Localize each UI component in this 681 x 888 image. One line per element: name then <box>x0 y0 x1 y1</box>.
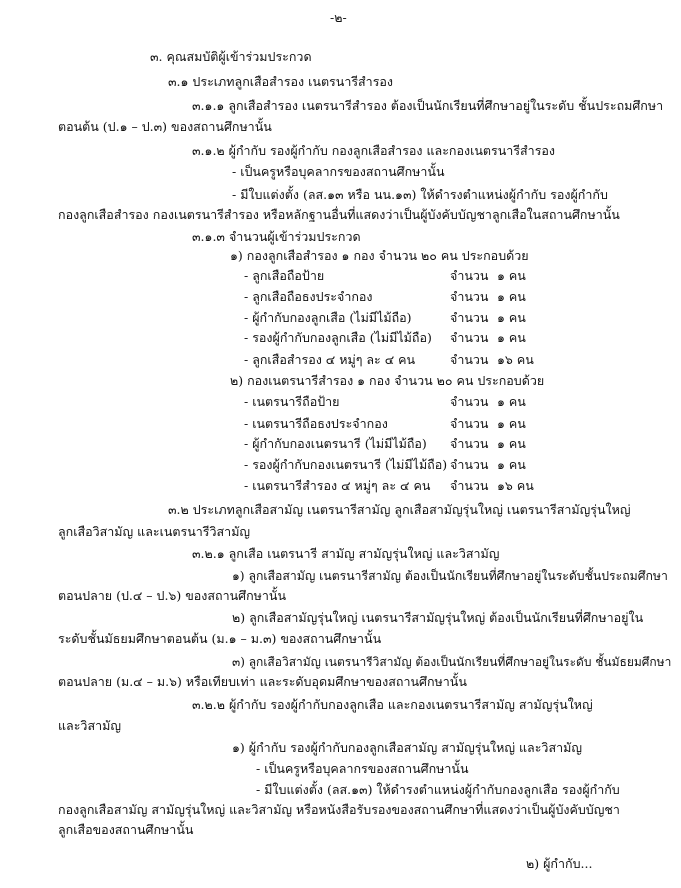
list-heading: ๑) กองลูกเสือสำรอง ๑ กอง จำนวน ๒๐ คน ประกอบด้วย <box>230 248 529 263</box>
list-item: - รองผู้กำกับกองลูกเสือ (ไม่มีไม้ถือ) <box>244 330 432 345</box>
bullet-line: - เป็นครูหรือบุคลากรของสถานศึกษานั้น <box>232 164 445 179</box>
list-item: - ลูกเสือสำรอง ๔ หมู่ๆ ละ ๔ คน <box>244 352 416 367</box>
list-item: - เนตรนารีถือป้าย <box>244 394 340 409</box>
section-heading: ๓. คุณสมบัติผู้เข้าร่วมประกวด <box>150 49 312 64</box>
paragraph-line: ๓.๒.๑ ลูกเสือ เนตรนารี สามัญ สามัญรุ่นใหญ่ และวิสามัญ <box>192 546 500 561</box>
amount-label: จำนวน <box>450 268 489 283</box>
bullet-line: - มีใบแต่งตั้ง (ลส.๑๓) ให้ดำรงตำแหน่งผู้กำกับกองลูกเสือ รองผู้กำกับ <box>256 782 620 797</box>
amount-value: ๑ คน <box>497 310 526 325</box>
paragraph-line: ลูกเสือของสถานศึกษานั้น <box>58 822 194 837</box>
amount-label: จำนวน <box>450 310 489 325</box>
paragraph-line: ระดับชั้นมัธยมศึกษาตอนต้น (ม.๑ – ม.๓) ของสถานศึกษานั้น <box>58 631 382 646</box>
list-item: - รองผู้กำกับกองเนตรนารี (ไม่มีไม้ถือ) <box>244 457 448 472</box>
paragraph-line: ๑) ลูกเสือสามัญ เนตรนารีสามัญ ต้องเป็นนักเรียนที่ศึกษาอยู่ในระดับชั้นประถมศึกษา <box>232 569 668 583</box>
page-number: -๒- <box>330 10 347 25</box>
paragraph-line: ๓.๑.๓ จำนวนผู้เข้าร่วมประกวด <box>192 229 361 244</box>
list-heading: ๒) กองเนตรนารีสำรอง ๑ กอง จำนวน ๒๐ คน ประกอบด้วย <box>230 373 545 388</box>
paragraph-line: ๓.๑.๒ ผู้กำกับ รองผู้กำกับ กองลูกเสือสำรอง และกองเนตรนารีสำรอง <box>192 143 556 158</box>
paragraph-line: ๓) ลูกเสือวิสามัญ เนตรนารีวิสามัญ ต้องเป็นนักเรียนที่ศึกษาอยู่ในระดับ ชั้นมัธยมศึกษา <box>232 655 672 669</box>
amount-value: ๑ คน <box>497 268 526 283</box>
continuation-text: ๒) ผู้กำกับ... <box>526 856 593 871</box>
paragraph-line: ๓.๒.๒ ผู้กำกับ รองผู้กำกับกองลูกเสือ และกองเนตรนารีสามัญ สามัญรุ่นใหญ่ <box>192 697 593 712</box>
paragraph-line: ลูกเสือวิสามัญ และเนตรนารีวิสามัญ <box>58 524 251 539</box>
list-item: - ลูกเสือถือป้าย <box>244 268 325 283</box>
amount-value: ๑ คน <box>497 416 526 431</box>
amount-value: ๑ คน <box>497 457 526 472</box>
amount-label: จำนวน <box>450 289 489 304</box>
paragraph-line: ๓.๑.๑ ลูกเสือสำรอง เนตรนารีสำรอง ต้องเป็นนักเรียนที่ศึกษาอยู่ในระดับ ชั้นประถมศึกษา <box>192 98 664 113</box>
amount-value: ๑๖ คน <box>497 352 534 367</box>
bullet-line: - มีใบแต่งตั้ง (ลส.๑๓ หรือ นน.๑๓) ให้ดำรงตำแหน่งผู้กำกับ รองผู้กำกับ <box>232 187 608 202</box>
list-item: - ลูกเสือถือธงประจำกอง <box>244 289 373 304</box>
amount-value: ๑ คน <box>497 330 526 345</box>
subsection-heading: ๓.๒ ประเภทลูกเสือสามัญ เนตรนารีสามัญ ลูกเสือสามัญรุ่นใหญ่ เนตรนารีสามัญรุ่นใหญ่ <box>168 502 631 517</box>
paragraph-line: ๑) ผู้กำกับ รองผู้กำกับกองลูกเสือสามัญ สามัญรุ่นใหญ่ และวิสามัญ <box>232 740 582 755</box>
subsection-heading: ๓.๑ ประเภทลูกเสือสำรอง เนตรนารีสำรอง <box>168 74 394 89</box>
amount-value: ๑ คน <box>497 394 526 409</box>
amount-value: ๑ คน <box>497 289 526 304</box>
paragraph-line: ๒) ลูกเสือสามัญรุ่นใหญ่ เนตรนารีสามัญรุ่นใหญ่ ต้องเป็นนักเรียนที่ศึกษาอยู่ใน <box>232 610 644 625</box>
list-item: - เนตรนารีสำรอง ๔ หมู่ๆ ละ ๔ คน <box>244 478 431 493</box>
amount-label: จำนวน <box>450 478 489 493</box>
paragraph-line: ตอนปลาย (ม.๔ – ม.๖) หรือเทียบเท่า และระดับอุดมศึกษาของสถานศึกษานั้น <box>58 674 467 689</box>
amount-label: จำนวน <box>450 330 489 345</box>
paragraph-line: กองลูกเสือสามัญ สามัญรุ่นใหญ่ และวิสามัญ หรือหนังสือรับรองของสถานศึกษาที่แสดงว่าเป็นผู้บังคับบัญชา <box>58 802 620 817</box>
list-item: - ผู้กำกับกองเนตรนารี (ไม่มีไม้ถือ) <box>244 436 427 451</box>
amount-label: จำนวน <box>450 436 489 451</box>
amount-value: ๑ คน <box>497 436 526 451</box>
amount-value: ๑๖ คน <box>497 478 534 493</box>
paragraph-line: และวิสามัญ <box>58 718 121 733</box>
paragraph-line: ตอนปลาย (ป.๔ – ป.๖) ของสถานศึกษานั้น <box>58 588 286 603</box>
list-item: - ผู้กำกับกองลูกเสือ (ไม่มีไม้ถือ) <box>244 310 412 325</box>
paragraph-line: กองลูกเสือสำรอง กองเนตรนารีสำรอง หรือหลักฐานอื่นที่แสดงว่าเป็นผู้บังคับบัญชาลูกเสือในสถานศึกษานั้น <box>58 207 620 222</box>
amount-label: จำนวน <box>450 394 489 409</box>
amount-label: จำนวน <box>450 416 489 431</box>
list-item: - เนตรนารีถือธงประจำกอง <box>244 416 388 431</box>
paragraph-line: ตอนต้น (ป.๑ – ป.๓) ของสถานศึกษานั้น <box>58 119 272 134</box>
amount-label: จำนวน <box>450 457 489 472</box>
amount-label: จำนวน <box>450 352 489 367</box>
bullet-line: - เป็นครูหรือบุคลากรของสถานศึกษานั้น <box>256 761 469 776</box>
